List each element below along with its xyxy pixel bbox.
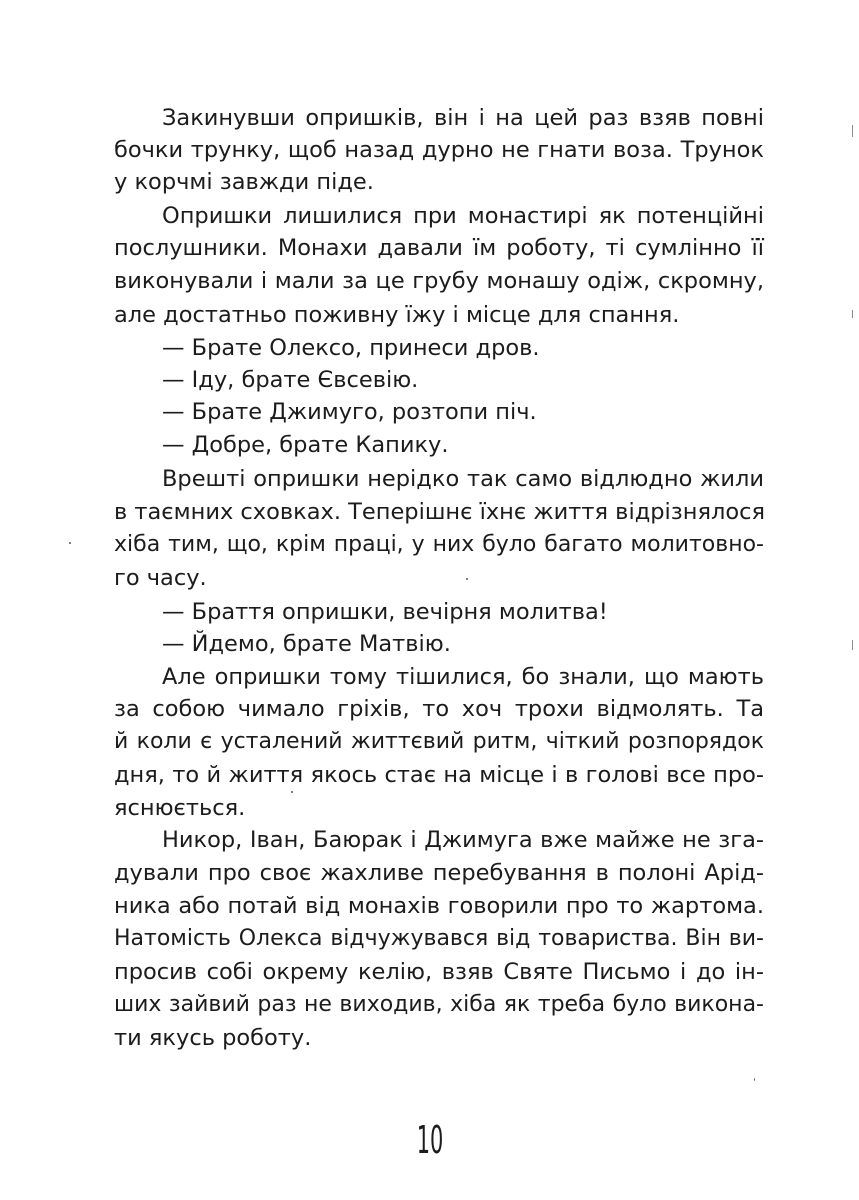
text-line: просив собі окрему келію, взяв Святе Письмо і до ін- xyxy=(114,959,764,985)
text-line: ника або потай від монахів говорили про то жартома. xyxy=(114,893,764,919)
scan-speck xyxy=(466,578,468,580)
text-line: й коли є усталений життєвий ритм, чіткий розпорядок xyxy=(114,729,764,754)
scan-speck xyxy=(291,791,293,793)
text-line: дня, то й життя якось стає на місце і в голові все про- xyxy=(114,762,764,788)
page-edge-mark xyxy=(852,640,853,650)
dialogue-line: — Браття опришки, вечірня молитва! xyxy=(162,599,608,625)
dialogue-line: — Добре, брате Капику. xyxy=(162,432,449,458)
dialogue-line: — Іду, брате Євсевію. xyxy=(162,367,419,393)
text-line: послушники. Монахи давали їм роботу, ті сумлінно її xyxy=(114,235,764,261)
text-line: але достатньо поживну їжу і місце для спання. xyxy=(114,302,680,328)
scan-speck xyxy=(754,1078,755,1081)
text-line: бочки трунку, щоб назад дурно не гнати воза. Трунок xyxy=(114,137,764,163)
text-line: яснюється. xyxy=(114,795,246,821)
text-line: Врешті опришки нерідко так само відлюдно жили xyxy=(162,466,764,492)
text-line: хіба тим, що, крім праці, у них було багато молитовно- xyxy=(114,532,764,557)
page-edge-mark xyxy=(852,125,853,137)
dialogue-line: — Брате Джимуго, розтопи піч. xyxy=(162,399,537,425)
page-number: 10 xyxy=(416,1118,444,1162)
text-line: в таємних сховках. Теперішнє їхнє життя відрізнялося xyxy=(114,499,766,525)
scan-speck xyxy=(69,542,71,544)
text-line: Закинувши опришків, він і на цей раз взяв повні xyxy=(162,105,764,131)
text-line: ших зайвий раз не виходив, хіба як треба було викона- xyxy=(114,992,764,1017)
text-line: Опришки лишилися при монастирі як потенційні xyxy=(162,203,764,229)
text-line: ти якусь роботу. xyxy=(114,1025,312,1051)
dialogue-line: — Брате Олексо, принеси дров. xyxy=(162,335,540,361)
text-line: Натомість Олекса відчужувався від товариства. Він ви- xyxy=(114,926,764,951)
text-line: Никор, Іван, Баюрак і Джимуга вже майже не зга- xyxy=(162,827,764,853)
text-line: дували про своє жахливе перебування в полоні Арід- xyxy=(114,860,764,886)
text-line: за собою чимало гріхів, то хоч трохи відмолять. Та xyxy=(114,696,764,722)
text-line: виконували і мали за це грубу монашу одіж, скромну, xyxy=(114,268,764,294)
text-line: у корчмі завжди піде. xyxy=(114,169,374,195)
dialogue-line: — Йдемо, брате Матвію. xyxy=(162,631,451,657)
text-line: го часу. xyxy=(114,565,207,591)
text-line: Але опришки тому тішилися, бо знали, що мають xyxy=(162,664,764,690)
page-edge-mark xyxy=(852,310,853,318)
